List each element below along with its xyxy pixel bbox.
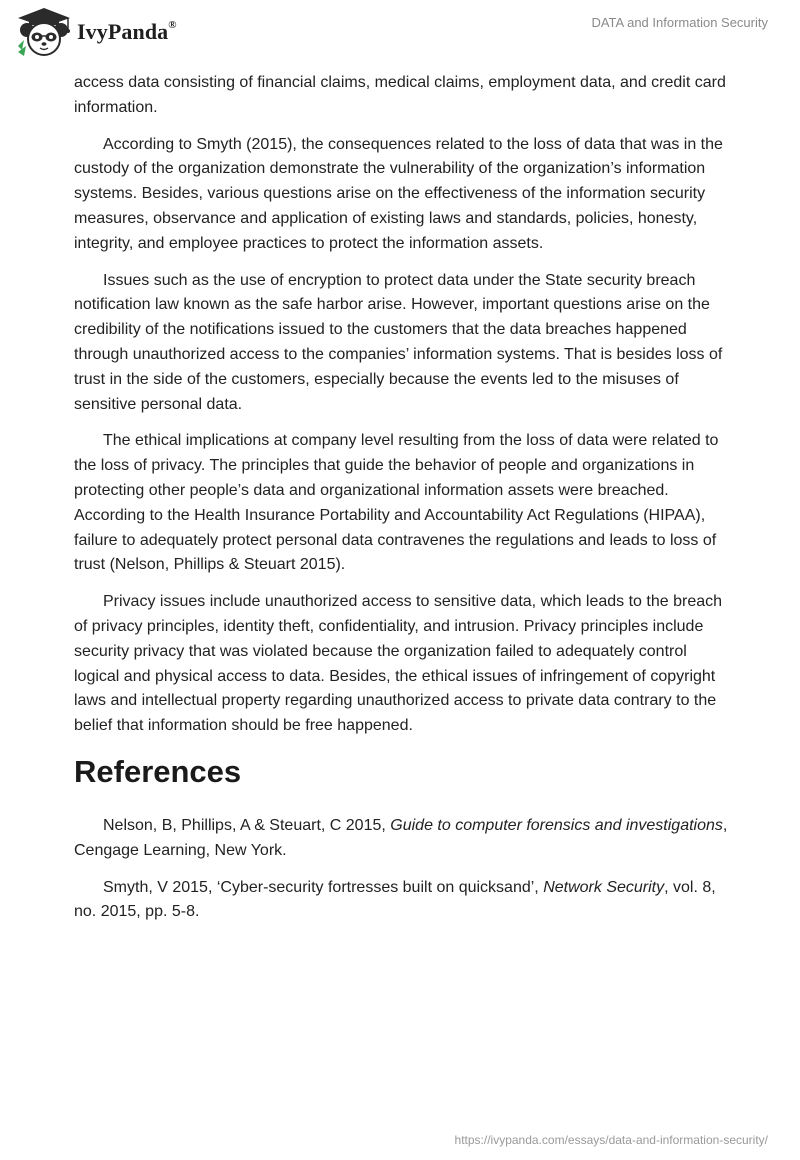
reference-item [74,876,734,926]
reference-title: Network Security [543,878,665,896]
paragraph: Issues such as the use of encryption to protect data under the State security breach notification law known as the safe harbor arise. However, important questions arise on the credibility of the notifications issued to the customers that the data breaches happened through unauthorized access to the companies’ information systems. That is besides loss of trust in the side of the customers, especially because the events led to the misuses of sensitive personal data. [74,271,723,413]
paragraph: According to Smyth (2015), the consequences related to the loss of data that was in the custody of the organization demonstrate the vulnerability of the organization’s information systems. Besides, various questions arise on the effectiveness of the information security measures, observance and application of existing laws and standards, policies, honesty, integrity, and employee practices to protect the information assets. [74,135,723,252]
reference-text: , Cengage Learning, New York. [74,816,728,859]
reference-title: Guide to computer forensics and investigations [390,816,723,834]
paragraph: The ethical implications at company level resulting from the loss of data were related to the loss of privacy. The principles that guide the behavior of people and organizations in protecting other people’s data and organizational information assets were breached. According to the Health Insurance Portability and Accountability Act Regulations (HIPAA), failure to adequately protect personal data contravenes the regulations and leads to loss of trust (Nelson, Phillips & Steuart 2015). [74,432,719,574]
panda-logo-icon[interactable] [14,6,74,58]
source-url[interactable]: https://ivypanda.com/essays/data-and-information-security/ [454,1133,768,1147]
reference-text: Nelson, B, Phillips, A & Steuart, C 2015, [103,816,391,834]
paragraph-continued: access data consisting of financial claims, medical claims, employment data, and credit card information. [74,74,726,116]
brand-text: IvyPanda [77,19,169,44]
reference-text: Smyth, V 2015, ‘Cyber-security fortresses built on quicksand’, [103,878,544,896]
reference-item [74,814,734,864]
references-heading: References [74,753,242,789]
page-header [0,0,800,64]
brand-name[interactable] [77,19,177,45]
document-title: DATA and Information Security [591,15,768,30]
reference-text: , vol. 8, no. 2015, pp. 5-8. [74,878,716,921]
registered-mark: ® [168,18,177,31]
essay-body [74,71,734,937]
paragraph: Privacy issues include unauthorized access to sensitive data, which leads to the breach of privacy principles, identity theft, confidentiality, and intrusion. Privacy principles include security privacy that was violated because the organization failed to adequately control logical and physical access to data. Besides, the ethical issues of infringement of copyright laws and intellectual property regarding unauthorized access to private data contrary to the belief that information should be free happened. [74,593,723,735]
